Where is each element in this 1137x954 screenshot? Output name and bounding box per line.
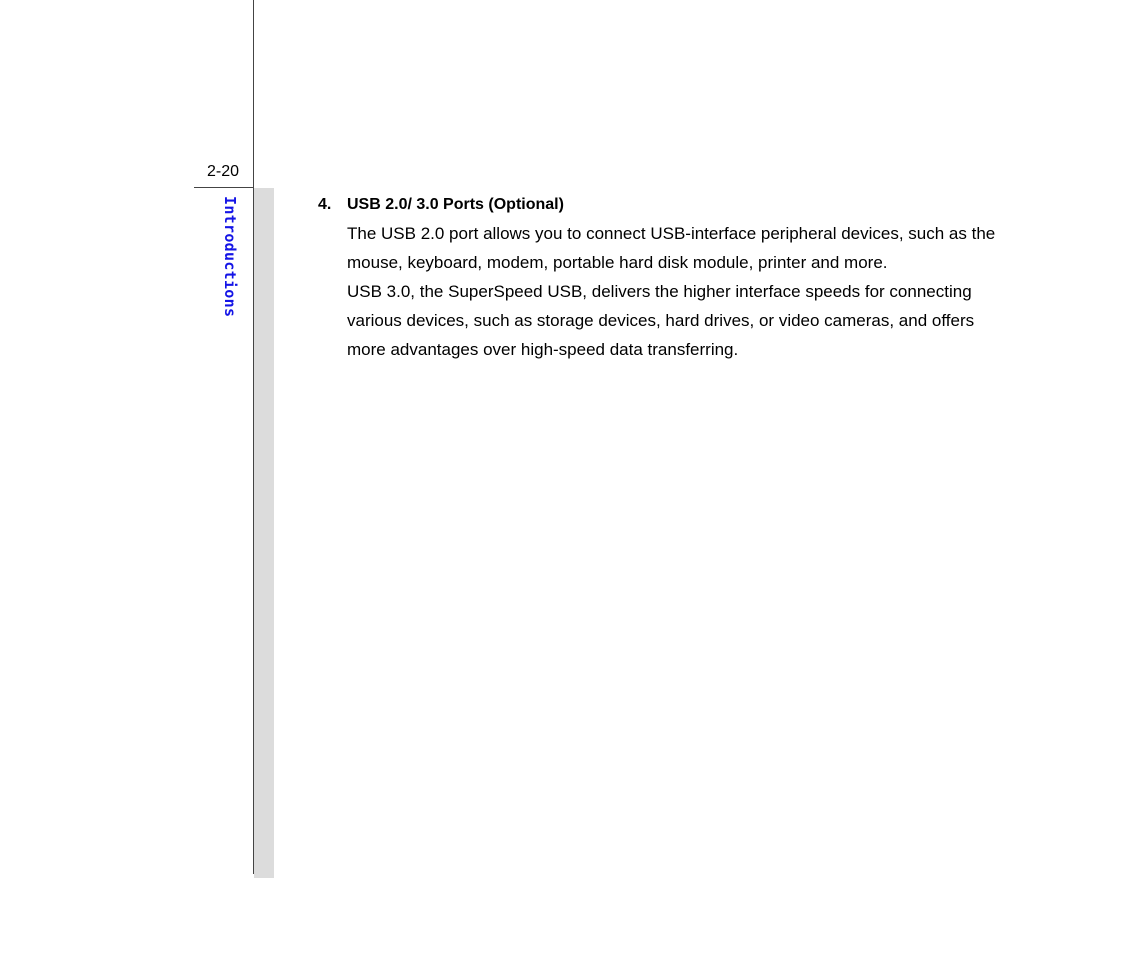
margin-gray-bar xyxy=(254,188,274,878)
paragraph-usb3: USB 3.0, the SuperSpeed USB, delivers the higher interface speeds for connecting various devices, such as storage devices, hard drives, or video cameras, and offers more advantages over high-speed data transferring. xyxy=(347,282,975,359)
item-number: 4. xyxy=(318,196,332,213)
item-title: USB 2.0/ 3.0 Ports (Optional) xyxy=(347,196,564,213)
page-number-rule xyxy=(194,187,254,188)
main-content xyxy=(318,195,1008,364)
section-tab-label: Introductions xyxy=(221,196,239,318)
list-item xyxy=(318,195,1008,364)
page-number: 2-20 xyxy=(206,163,239,180)
paragraph-usb2: The USB 2.0 port allows you to connect USB-interface peripheral devices, such as the mouse, keyboard, modem, portable hard disk module, printer and more. xyxy=(347,224,996,272)
item-body xyxy=(347,195,1008,364)
